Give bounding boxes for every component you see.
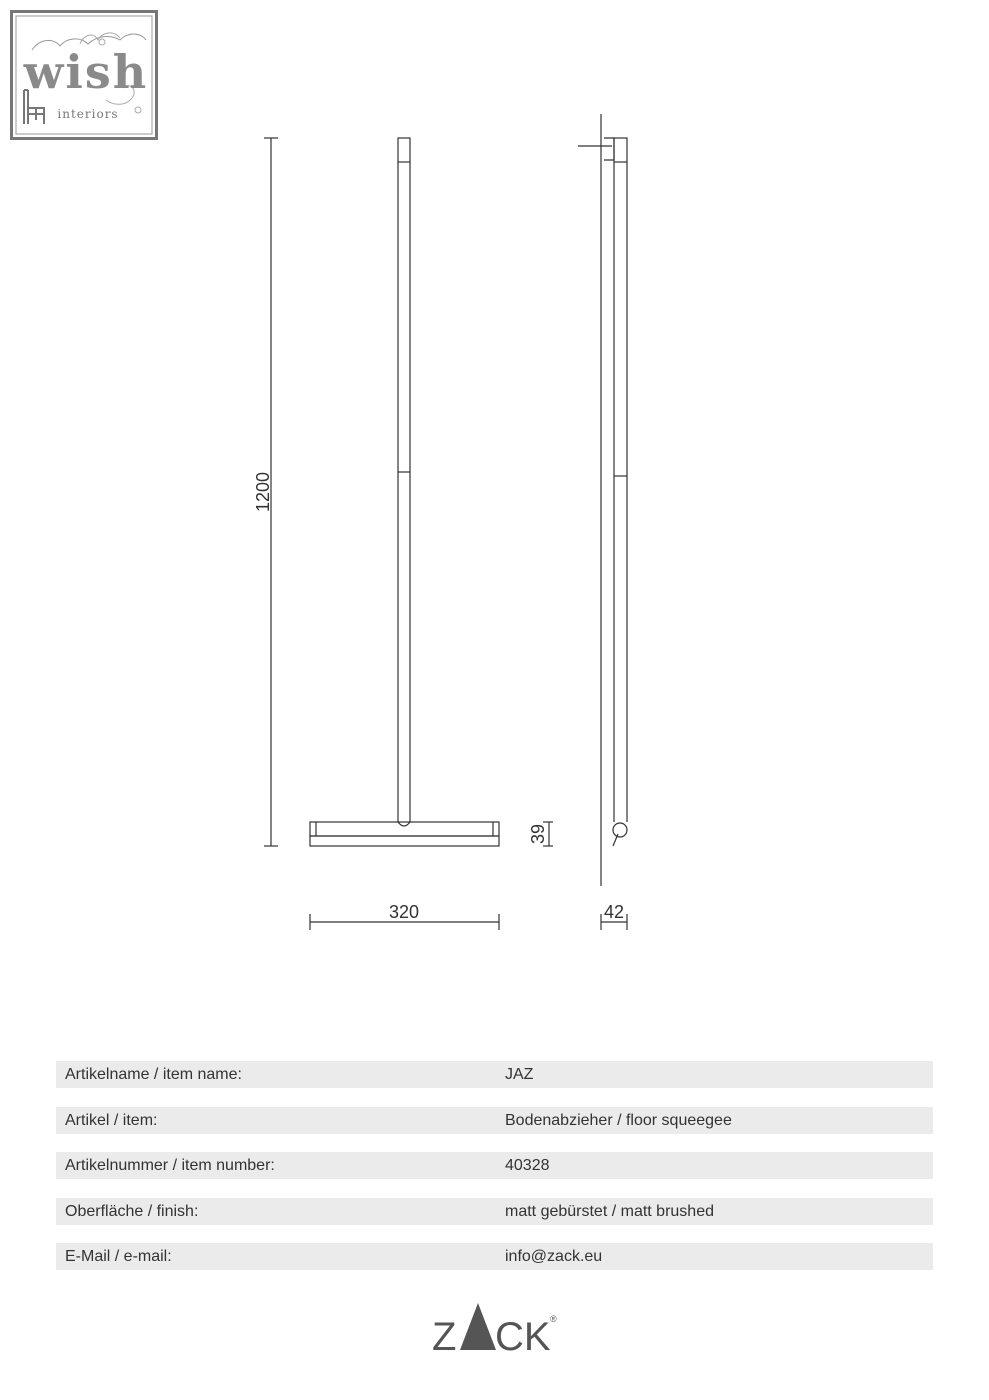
zack-triangle-icon (460, 1303, 496, 1350)
logo-word: wish (23, 45, 149, 99)
zack-registered-mark: ® (550, 1314, 557, 1324)
spec-value: matt gebürstet / matt brushed (505, 1202, 714, 1220)
spec-label: Artikel / item: (65, 1111, 158, 1129)
spec-table (56, 1061, 933, 1289)
squeegee-side-view (578, 114, 627, 886)
spec-value: info@zack.eu (505, 1248, 603, 1265)
spec-row-item (56, 1107, 933, 1134)
spec-label: Oberfläche / finish: (65, 1202, 199, 1220)
spec-row-item-name (56, 1061, 933, 1088)
spec-row-finish (56, 1198, 933, 1225)
spec-row-item-number (56, 1152, 933, 1179)
height-dimension-label: 1200 (253, 471, 273, 513)
depth-dimension-label: 42 (603, 902, 625, 922)
zack-logo-right: CK (495, 1315, 551, 1359)
spec-label: E-Mail / e-mail: (65, 1248, 172, 1265)
spec-row-email (56, 1243, 933, 1270)
head-height-dimension-label: 39 (528, 823, 548, 845)
zack-logo-left: Z (432, 1315, 457, 1359)
spec-label: Artikelname / item name: (65, 1066, 242, 1083)
spec-value: 40328 (505, 1157, 550, 1174)
logo-sub: interiors (57, 107, 119, 121)
width-dimension-label: 320 (388, 902, 420, 922)
zack-logo (430, 1300, 562, 1360)
spec-label: Artikelnummer / item number: (65, 1157, 275, 1174)
squeegee-handle-front (398, 138, 410, 826)
spec-value: JAZ (505, 1066, 534, 1083)
spec-value: Bodenabzieher / floor squeegee (505, 1111, 732, 1129)
